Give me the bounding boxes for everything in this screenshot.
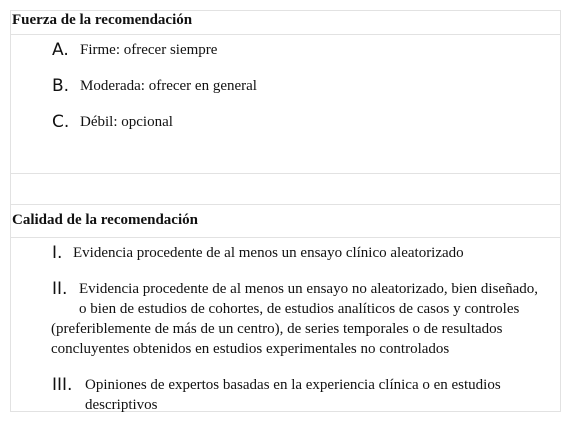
divider (11, 204, 560, 205)
quality-marker-ii: II. (52, 279, 68, 299)
quality-item-iii-line1: Opiniones de expertos basadas en la experiencia clínica o en estudios (85, 377, 501, 393)
divider (11, 34, 560, 35)
quality-item-ii-line2: o bien de estudios de cohortes, de estudios analíticos de casos y controles (79, 301, 520, 317)
divider (11, 237, 560, 238)
quality-item-i: Evidencia procedente de al menos un ensayo clínico aleatorizado (73, 245, 464, 261)
recommendation-table (10, 10, 561, 412)
strength-item-c: Débil: opcional (80, 114, 173, 130)
quality-marker-iii: III. (52, 375, 73, 395)
quality-section-title: Calidad de la recomendación (12, 212, 198, 228)
strength-item-b: Moderada: ofrecer en general (80, 78, 257, 94)
strength-section-title: Fuerza de la recomendación (12, 12, 193, 28)
quality-item-iii-line2: descriptivos (85, 397, 158, 413)
strength-marker-c: C. (52, 112, 70, 132)
quality-marker-i: I. (52, 243, 63, 263)
quality-item-ii-rest: (preferiblemente de más de un centro), de series temporales o de resultados concluyentes obtenidos en estudios experimentales no controlados (51, 321, 503, 357)
strength-item-a: Firme: ofrecer siempre (80, 42, 218, 58)
strength-marker-a: A. (52, 40, 69, 60)
strength-marker-b: B. (52, 76, 70, 96)
divider (11, 173, 560, 174)
quality-item-ii-line1: Evidencia procedente de al menos un ensayo no aleatorizado, bien diseñado, (79, 281, 538, 297)
